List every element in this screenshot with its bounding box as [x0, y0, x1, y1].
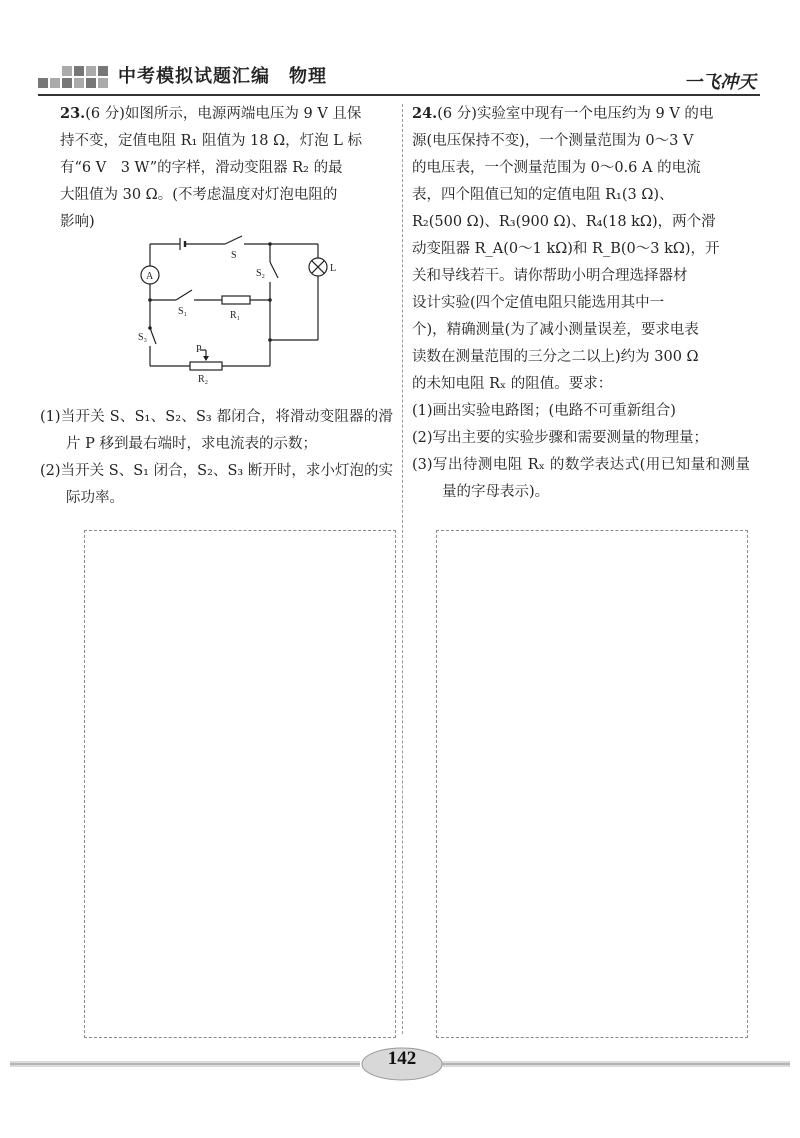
q24-line-9: 个)，精确测量(为了减小测量误差，要求电表 — [412, 322, 699, 338]
circuit-diagram — [130, 228, 360, 388]
q23-line-3: 有“6 V 3 W”的字样，滑动变阻器 R₂ 的最 — [60, 160, 343, 176]
q24-line-6: 动变阻器 R_A(0～1 kΩ)和 R_B(0～3 kΩ)，开 — [412, 241, 720, 257]
q24-line-1: 24.(6 分)实验室中现有一个电压约为 9 V 的电 — [412, 105, 714, 122]
switch-s-label: S — [231, 250, 237, 261]
q23-sub-2: (2)当开关 S、S₁ 闭合，S₂、S₃ 断开时，求小灯泡的实际功率。 — [40, 463, 393, 506]
ammeter-label: A — [146, 271, 154, 282]
q23-line-4: 大阻值为 30 Ω。(不考虑温度对灯泡电阻的 — [60, 187, 338, 203]
question-24 — [412, 100, 750, 506]
q24-sub-2: (2)写出主要的实验步骤和需要测量的物理量； — [412, 430, 709, 446]
column-divider — [402, 104, 403, 1034]
q24-line-10: 读数在测量范围的三分之二以上)约为 300 Ω — [412, 349, 699, 365]
header-title: 中考模拟试题汇编 物理 — [118, 66, 327, 87]
header-rule — [38, 94, 760, 96]
q24-line-2: 源(电压保持不变)，一个测量范围为 0～3 V — [412, 133, 694, 149]
answer-box-q24[interactable] — [436, 530, 748, 1038]
q23-line-5: 影响) — [60, 214, 95, 230]
resistor-r1-label: R₁ — [230, 310, 241, 321]
footer-ornament-right — [440, 1060, 790, 1068]
q24-line-8: 设计实验(四个定值电阻只能选用其中一 — [412, 295, 665, 311]
q24-line-11: 的未知电阻 Rₓ 的阻值。要求： — [412, 376, 613, 392]
switch-s1-label: S₁ — [178, 306, 188, 317]
q23-sub-1: (1)当开关 S、S₁、S₂、S₃ 都闭合，将滑动变阻器的滑片 P 移到最右端时，求电流表的示数； — [40, 409, 393, 452]
resistor-r2-label: R₂ — [198, 374, 209, 385]
q24-sub-3: (3)写出待测电阻 Rₓ 的数学表达式(用已知量和测量量的字母表示)。 — [412, 457, 750, 500]
switch-s3-label: S₃ — [138, 332, 148, 343]
q23-number: 23. — [60, 105, 86, 122]
lamp-label: L — [330, 263, 337, 274]
switch-s2-label: S₂ — [256, 268, 266, 279]
q24-line-5: R₂(500 Ω)、R₃(900 Ω)、R₄(18 kΩ)，两个滑 — [412, 214, 716, 230]
page-header — [0, 0, 800, 100]
q23-line-2: 持不变，定值电阻 R₁ 阻值为 18 Ω，灯泡 L 标 — [60, 133, 362, 149]
answer-box-q23[interactable] — [84, 530, 396, 1038]
slider-p-label: P — [196, 344, 202, 355]
q24-line-7: 关和导线若干。请你帮助小明合理选择器材 — [412, 268, 688, 284]
page-number: 142 — [387, 1048, 417, 1069]
header-brand: 一飞冲天 — [684, 72, 756, 93]
footer-ornament-left — [10, 1060, 360, 1068]
q24-line-4: 表，四个阻值已知的定值电阻 R₁(3 Ω)、 — [412, 187, 674, 203]
q24-sub-1: (1)画出实验电路图；(电路不可重新组合) — [412, 403, 676, 419]
q24-number: 24. — [412, 105, 438, 122]
q24-line-3: 的电压表，一个测量范围为 0～0.6 A 的电流 — [412, 160, 701, 176]
q23-line-1: 23.(6 分)如图所示，电源两端电压为 9 V 且保 — [60, 105, 362, 122]
